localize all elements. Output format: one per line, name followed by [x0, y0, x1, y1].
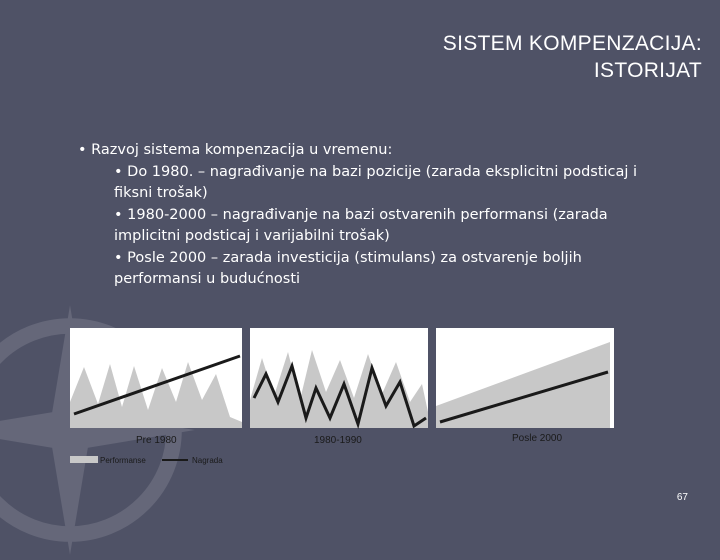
title-line-2: ISTORIJAT [593, 59, 702, 82]
period-label: Pre 1980 [136, 435, 177, 446]
slide-title [282, 30, 702, 84]
bullet-item: • 1980-2000 – nagrađivanje na bazi ostvarenih performansi (zarada implicitni podsticaj i varijabilni trošak) [114, 206, 608, 244]
legend-label-reward: Nagrada [192, 456, 223, 465]
bullet-item: • Posle 2000 – zarada investicija (stimulans) za ostvarenje boljih performansi u budućnosti [114, 249, 582, 287]
legend-swatch-performance [70, 456, 98, 463]
period-label: 1980-1990 [314, 435, 362, 446]
page-number: 67 [676, 492, 688, 503]
bullet-item: • Do 1980. – nagrađivanje na bazi pozicije (zarada eksplicitni podsticaj i fiksni trošak) [114, 163, 638, 201]
title-line-1: SISTEM KOMPENZACIJA: [442, 32, 702, 55]
slide-content [78, 140, 658, 291]
bullet-main: • Razvoj sistema kompenzacija u vremenu: [78, 142, 393, 158]
period-label: Posle 2000 [512, 433, 563, 444]
compensation-history-figure [62, 322, 622, 472]
legend-label-performance: Performanse [100, 456, 146, 465]
